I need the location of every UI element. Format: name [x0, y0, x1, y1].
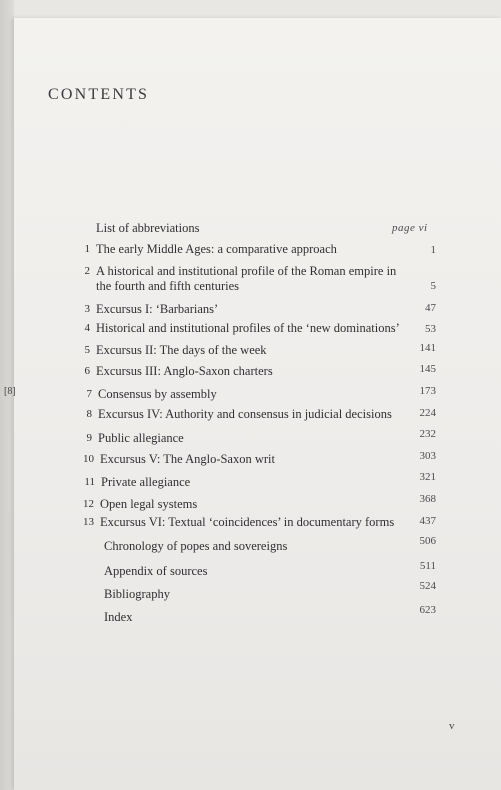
margin-page-note: [8] [4, 386, 16, 397]
page-number: 511 [419, 560, 436, 572]
chapter-number: 5 [84, 344, 90, 356]
entry-title: Public allegiance [98, 431, 184, 445]
entry-title: Index [104, 610, 133, 624]
entry-title: Historical and institutional profiles of the ‘new dominations’ [96, 321, 400, 335]
entry-title: Excursus V: The Anglo-Saxon writ [100, 452, 275, 466]
chapter-number: 4 [84, 322, 90, 334]
chapter-number: 10 [83, 453, 94, 465]
entry-title: Bibliography [104, 587, 170, 601]
page-number: 303 [419, 450, 436, 462]
chapter-number: 3 [84, 303, 90, 315]
chapter-number: 2 [84, 265, 90, 277]
page-number: 224 [419, 407, 436, 419]
entry-title: Excursus IV: Authority and consensus in judicial decisions [98, 407, 392, 421]
page-number: 506 [419, 535, 436, 547]
page-number: 437 [419, 515, 436, 527]
entry-title: Appendix of sources [104, 564, 208, 578]
page-number: 232 [419, 428, 436, 440]
page-number: 321 [419, 471, 436, 483]
page-number: 1 [430, 244, 436, 256]
page-number: 173 [419, 385, 436, 397]
page-number: 524 [419, 580, 436, 592]
folio-number: v [449, 720, 455, 732]
page-number: page vi [392, 222, 428, 234]
entry-title: Excursus III: Anglo-Saxon charters [96, 364, 273, 378]
entry-title: Private allegiance [101, 475, 191, 489]
chapter-number: 1 [84, 243, 90, 255]
entry-title: Consensus by assembly [98, 387, 217, 401]
entry-title: List of abbreviations [96, 221, 200, 235]
page-number: 53 [425, 323, 436, 335]
page-number: 141 [419, 342, 436, 354]
page-number: 5 [430, 280, 436, 292]
page-number: 368 [419, 493, 436, 505]
entry-title: A historical and institutional profile of the Roman empire in [96, 264, 397, 278]
book-page [14, 18, 501, 790]
page-number: 623 [419, 604, 436, 616]
chapter-number: 13 [83, 516, 94, 528]
entry-title: Excursus II: The days of the week [96, 343, 267, 357]
chapter-number: 7 [86, 388, 92, 400]
entry-title: The early Middle Ages: a comparative approach [96, 242, 337, 256]
page-number: 145 [419, 363, 436, 375]
chapter-number: 11 [84, 476, 95, 488]
entry-title: Excursus VI: Textual ‘coincidences’ in documentary forms [100, 515, 395, 529]
chapter-number: 12 [83, 498, 94, 510]
page-number: 47 [425, 302, 436, 314]
page-title: CONTENTS [48, 86, 150, 103]
entry-title: Chronology of popes and sovereigns [104, 539, 288, 553]
entry-title-continued: the fourth and fifth centuries [96, 279, 240, 293]
entry-title: Excursus I: ‘Barbarians’ [96, 302, 219, 316]
entry-title: Open legal systems [100, 497, 198, 511]
chapter-number: 6 [84, 365, 90, 377]
chapter-number: 9 [86, 432, 92, 444]
chapter-number: 8 [86, 408, 92, 420]
